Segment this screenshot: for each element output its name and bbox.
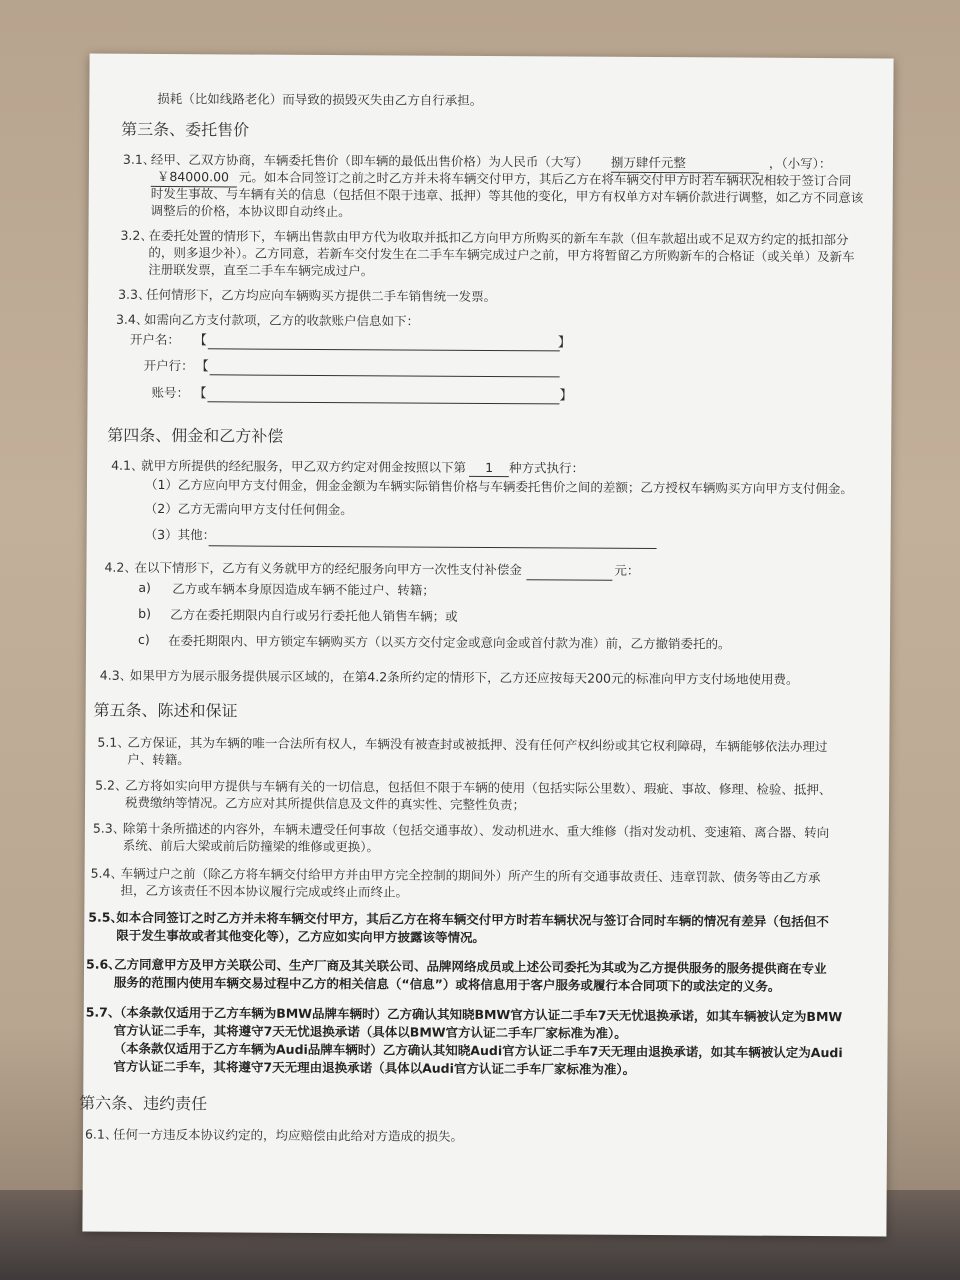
clause-5-7-line4: 官方认证二手车，其将遵守7天无理由退换承诺（具体以Audi官方认证二手车厂家标准为准）。 bbox=[113, 1058, 636, 1077]
clause-3-1-line3: 时发生事故、与车辆有关的信息（包括但不限于违章、抵押）等其他的变化，甲方有权单方对车辆价款进行调整，如乙方不同意该 bbox=[150, 185, 864, 206]
commission-option-choice: 1 bbox=[485, 459, 494, 476]
clause-5-2-line2: 税费缴纳等情况。乙方应对其所提供信息及文件的真实性、完整性负责； bbox=[124, 794, 526, 813]
clause-4-2-number: 4.2、 bbox=[104, 559, 137, 575]
clause-5-1-line1: 乙方保证，其为车辆的唯一合法所有权人，车辆没有被查封或被抵押、没有任何产权纠纷或其它权利障碍，车辆能够依法办理过 bbox=[127, 734, 828, 755]
clause-3-1-line1: 经甲、乙双方协商，车辆委托售价（即车辆的最低出售价格）为人民币（大写） bbox=[150, 151, 589, 170]
commission-other-field[interactable] bbox=[209, 545, 657, 549]
clause-4-3-text: 如果甲方为展示服务提供展示区域的，在第4.2条所约定的情形下，乙方还应按每天200元的标准向甲方支付场地使用费。 bbox=[129, 667, 799, 687]
commission-option-1: （1）乙方应向甲方支付佣金，佣金金额为车辆实际销售价格与车辆委托售价之间的差额；乙方授权车辆购买方向甲方支付佣金。 bbox=[144, 476, 853, 497]
clause-4-2-unit: 元： bbox=[614, 562, 640, 578]
clause-5-3-number: 5.3、 bbox=[92, 820, 126, 836]
section-5-heading: 第五条、陈述和保证 bbox=[93, 700, 238, 721]
section-3-heading: 第三条、委托售价 bbox=[121, 119, 250, 140]
clause-5-3-line2: 系统、前后大梁或前后防撞梁的维修或更换）。 bbox=[122, 837, 380, 855]
clause-4-3-number: 4.3、 bbox=[99, 667, 133, 683]
account-number-close-bracket: 】 bbox=[559, 388, 573, 404]
condition-c: 在委托期限内、甲方锁定车辆购买方（以买方交付定金或意向金或首付款为准）前，乙方撤销委托的。 bbox=[167, 633, 731, 652]
clause-3-1-line4: 调整后的价格，本协议即自动终止。 bbox=[150, 202, 351, 220]
account-number-open-bracket: 【 bbox=[193, 386, 207, 402]
clause-5-2-number: 5.2、 bbox=[95, 777, 128, 793]
clause-5-5-line1: 如本合同签订之时乙方并未将车辆交付甲方，其后乙方在将车辆交付甲方时若车辆状况与签订合同时车辆的情况有差异（包括但不 bbox=[116, 909, 829, 930]
section-6-heading: 第六条、违约责任 bbox=[79, 1093, 208, 1114]
clause-3-1-digits-label: ，（小写）： bbox=[768, 155, 832, 172]
clause-5-7-line2: 官方认证二手车，其将遵守7天无忧退换承诺（具体以BMW官方认证二手车厂家标准为准）。 bbox=[113, 1022, 627, 1041]
clause-4-1-number: 4.1、 bbox=[111, 457, 144, 473]
clause-5-4-line1: 车辆过户之前（除乙方将车辆交付给甲方并由甲方完全控制的期间外）所产生的所有交通事故责任、违章罚款、债务等由乙方承 bbox=[120, 865, 821, 886]
clause-5-6-number: 5.6、 bbox=[85, 956, 121, 972]
clause-3-3-text: 任何情形下，乙方均应向车辆购买方提供二手车销售统一发票。 bbox=[146, 286, 497, 305]
compensation-amount-field[interactable] bbox=[526, 579, 612, 581]
price-in-digits: ￥84000.00 bbox=[156, 168, 230, 185]
contract-page bbox=[79, 54, 893, 1237]
account-holder-field[interactable] bbox=[208, 348, 560, 351]
account-number-field[interactable] bbox=[207, 401, 559, 404]
clause-3-2-line1: 在委托处置的情形下，车辆出售款由甲方代为收取并抵扣乙方向甲方所购买的新车车款（但车款超出或不足双方约定的抵扣部分 bbox=[148, 227, 849, 248]
clause-4-1-text: 就甲方所提供的经纪服务，甲乙双方约定对佣金按照以下第 bbox=[141, 457, 467, 475]
clause-5-6-line2: 服务的范围内使用车辆交易过程中乙方的相关信息（“信息”）或将信息用于客户服务或履行本合同项下的或法定的义务。 bbox=[113, 974, 781, 994]
clause-5-7-line3: （本条款仅适用于乙方车辆为Audi品牌车辆时）乙方确认其知晓Audi官方认证二手车7天无理由退换承诺，如其车辆被认定为Audi bbox=[113, 1040, 843, 1061]
clause-5-1-line2: 户、转籍。 bbox=[127, 751, 190, 768]
continued-text: 损耗（比如线路老化）而导致的损毁灭失由乙方自行承担。 bbox=[157, 90, 483, 108]
clause-6-1-number: 6.1、 bbox=[84, 1126, 118, 1142]
clause-4-1-text-end: 种方式执行： bbox=[509, 460, 585, 476]
clause-5-6-line1: 乙方同意甲方及甲方关联公司、生产厂商及其关联公司、品牌网络成员或上述公司委托为其或为乙方提供服务的服务提供商在专业 bbox=[113, 956, 827, 977]
clause-3-2-line2: 的，则多退少补）。乙方同意，若新车交付发生在二手车车辆完成过户之前，甲方将暂留乙方所购新车的合格证（或关单）及新车 bbox=[148, 244, 855, 265]
condition-a: 乙方或车辆本身原因造成车辆不能过户、转籍； bbox=[172, 581, 435, 598]
condition-b: 乙方在委托期限内自行或另行委托他人销售车辆；或 bbox=[170, 607, 458, 624]
clause-3-1-line2: 元。如本合同签订之前之时乙方并未将车辆交付甲方，其后乙方在将车辆交付甲方时若车辆状况相较于签订合同 bbox=[238, 169, 852, 189]
clause-5-2-line1: 乙方将如实向甲方提供与车辆有关的一切信息，包括但不限于车辆的使用（包括实际公里数）、瑕疵、事故、修理、检验、抵押、 bbox=[125, 777, 832, 798]
price-in-words: 捌万肆仟元整 bbox=[610, 154, 687, 171]
clause-5-3-line1: 除第十条所描述的内容外，车辆未遭受任何事故（包括交通事故）、发动机进水、重大维修（指对发动机、变速箱、离合器、转向 bbox=[122, 820, 830, 841]
condition-a-label: a) bbox=[138, 579, 151, 595]
account-holder-label: 开户名： bbox=[129, 331, 180, 348]
clause-5-5-line2: 限于发生事故或者其他变化等），乙方应如实向甲方披露该等情况。 bbox=[116, 927, 486, 945]
clause-5-7-number: 5.7、 bbox=[85, 1004, 121, 1020]
clause-3-2-line3: 注册联发票，直至二手车车辆完成过户。 bbox=[148, 261, 374, 279]
clause-4-2-text: 在以下情形下，乙方有义务就甲方的经纪服务向甲方一次性支付补偿金 bbox=[134, 559, 523, 578]
condition-c-label: c) bbox=[137, 631, 150, 647]
section-4-heading: 第四条、佣金和乙方补偿 bbox=[107, 425, 284, 446]
bank-field[interactable] bbox=[210, 374, 560, 377]
clause-3-4-text: 如需向乙方支付款项，乙方的收款账户信息如下： bbox=[143, 311, 420, 329]
account-number-label: 账号： bbox=[151, 384, 190, 401]
clause-5-5-number: 5.5、 bbox=[88, 909, 124, 925]
clause-5-4-line2: 担，乙方该责任不因本协议履行完成或终止而终止。 bbox=[120, 882, 409, 900]
clause-3-4-number: 3.4、 bbox=[115, 311, 149, 327]
commission-option-3: （3）其他： bbox=[144, 526, 216, 543]
clause-6-1-text: 任何一方违反本协议约定的，均应赔偿由此给对方造成的损失。 bbox=[112, 1126, 464, 1144]
condition-b-label: b) bbox=[138, 605, 152, 621]
clause-3-3-number: 3.3、 bbox=[118, 286, 151, 302]
clause-3-1-number: 3.1、 bbox=[122, 151, 156, 167]
clause-5-7-line1: （本条款仅适用于乙方车辆为BMW品牌车辆时）乙方确认其知晓BMW官方认证二手车7天无忧退换承诺，如其车辆被认定为BMW bbox=[113, 1004, 843, 1025]
clause-5-4-number: 5.4、 bbox=[90, 865, 124, 881]
account-holder-open-bracket: 【 bbox=[193, 333, 207, 349]
commission-option-2: （2）乙方无需向甲方支付任何佣金。 bbox=[144, 500, 353, 518]
clause-5-1-number: 5.1、 bbox=[97, 734, 130, 750]
clause-3-2-number: 3.2、 bbox=[120, 227, 153, 243]
bank-open-bracket: 【 bbox=[195, 359, 209, 375]
account-holder-close-bracket: 】 bbox=[557, 335, 571, 351]
bank-label: 开户行： bbox=[143, 357, 194, 374]
